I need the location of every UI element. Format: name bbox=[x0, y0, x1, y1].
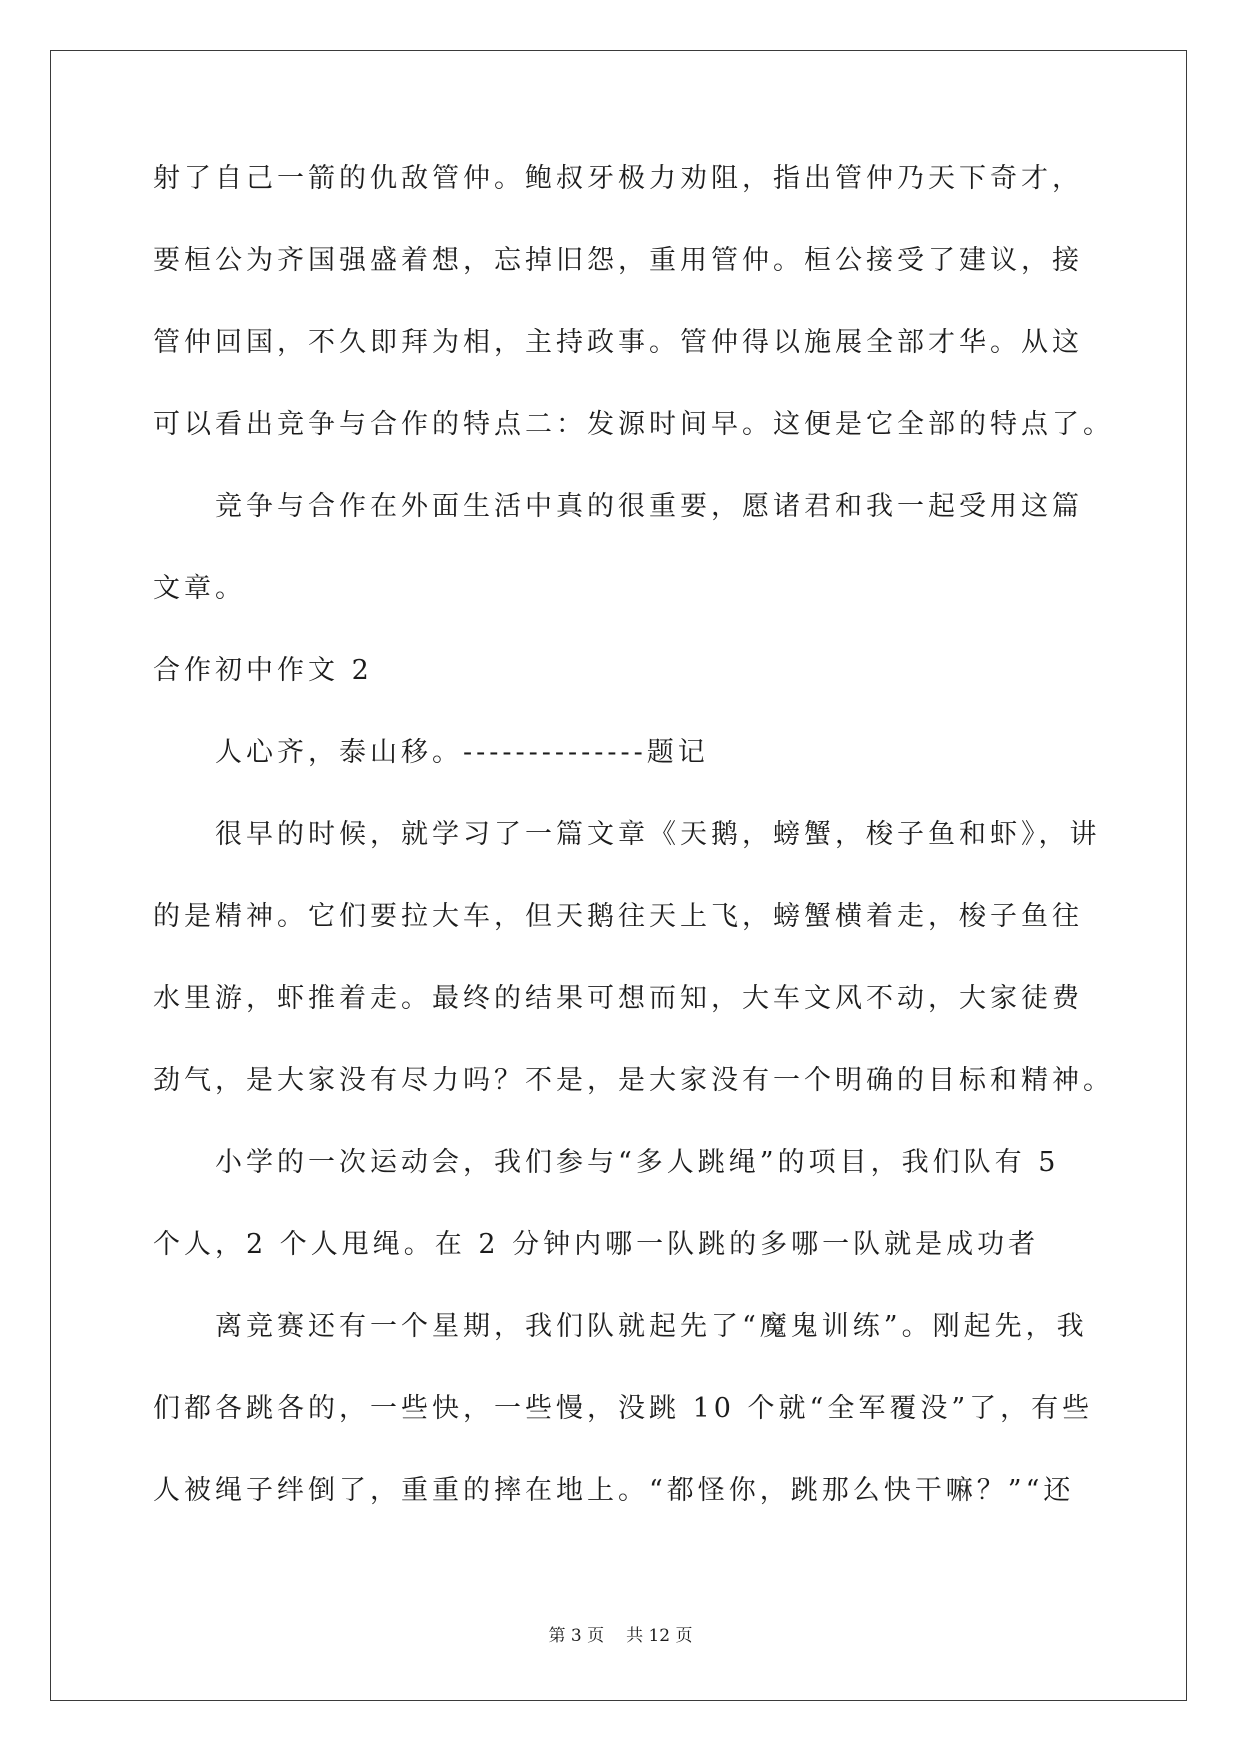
section-heading: 合作初中作文 2 bbox=[153, 655, 373, 686]
text-line: 水里游，虾推着走。最终的结果可想而知，大车文风不动，大家徒费 bbox=[153, 983, 1083, 1014]
text-line: 很早的时候，就学习了一篇文章《天鹅，螃蟹，梭子鱼和虾》，讲 bbox=[215, 819, 1101, 850]
closing-paragraph bbox=[153, 466, 1153, 630]
paragraph bbox=[153, 1122, 1153, 1286]
total-pages-label: 共 12 页 bbox=[626, 1626, 693, 1646]
paragraph bbox=[153, 1286, 1153, 1532]
current-page-label: 第 3 页 bbox=[548, 1626, 605, 1646]
text-line: 要桓公为齐国强盛着想，忘掉旧怨，重用管仲。桓公接受了建议，接 bbox=[153, 245, 1083, 276]
text-line: 竞争与合作在外面生活中真的很重要，愿诸君和我一起受用这篇 bbox=[215, 491, 1083, 522]
text-line: 小学的一次运动会，我们参与“多人跳绳”的项目，我们队有 5 bbox=[215, 1147, 1060, 1178]
text-line: 射了自己一箭的仇敌管仲。鲍叔牙极力劝阻，指出管仲乃天下奇才， bbox=[153, 163, 1083, 194]
text-line: 离竞赛还有一个星期，我们队就起先了“魔鬼训练”。刚起先，我 bbox=[215, 1311, 1088, 1342]
text-line: 管仲回国，不久即拜为相，主持政事。管仲得以施展全部才华。从这 bbox=[153, 327, 1083, 358]
continued-paragraph bbox=[153, 138, 1153, 466]
text-line: 劲气，是大家没有尽力吗？不是，是大家没有一个明确的目标和精神。 bbox=[153, 1065, 1114, 1096]
epigraph: 人心齐，泰山移。--------------题记 bbox=[215, 737, 709, 768]
text-line: 的是精神。它们要拉大车，但天鹅往天上飞，螃蟹横着走，梭子鱼往 bbox=[153, 901, 1083, 932]
document-body bbox=[153, 138, 1153, 1532]
text-line: 们都各跳各的，一些快，一些慢，没跳 10 个就“全军覆没”了，有些 bbox=[153, 1393, 1094, 1424]
text-line: 可以看出竞争与合作的特点二：发源时间早。这便是它全部的特点了。 bbox=[153, 409, 1114, 440]
text-line: 文章。 bbox=[153, 573, 246, 604]
text-line: 个人，2 个人甩绳。在 2 分钟内哪一队跳的多哪一队就是成功者 bbox=[153, 1229, 1040, 1260]
text-line: 人被绳子绊倒了，重重的摔在地上。“都怪你，跳那么快干嘛？”“还 bbox=[153, 1475, 1075, 1506]
page-footer bbox=[0, 1622, 1241, 1650]
paragraph bbox=[153, 794, 1153, 1122]
